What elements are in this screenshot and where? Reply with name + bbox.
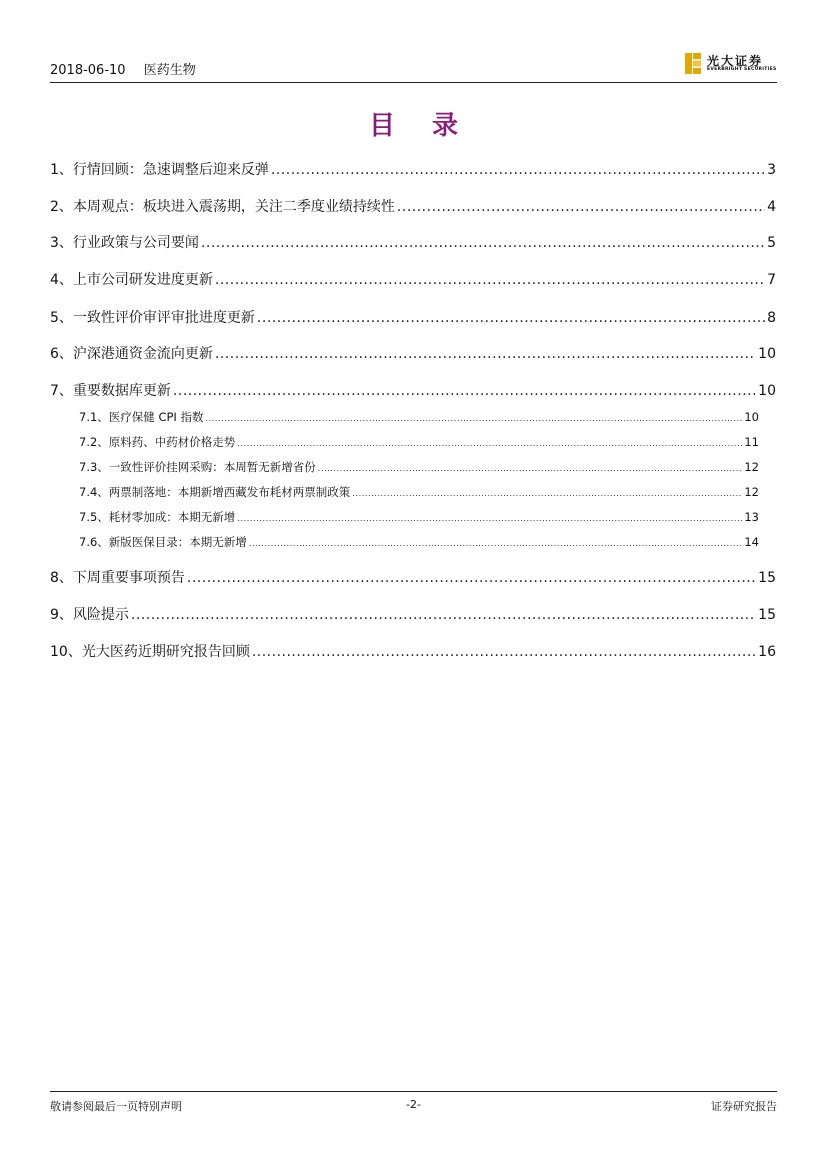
toc-entry-label: 耗材零加成：本期无新增	[108, 510, 236, 524]
toc-subentry[interactable]	[79, 509, 759, 525]
toc-entry-label: 光大医药近期研究报告回顾	[81, 644, 250, 660]
toc-leader-dots	[215, 346, 756, 362]
toc-subentry[interactable]	[79, 484, 759, 500]
toc-entry-number: 7.3、	[79, 460, 109, 474]
toc-subentry[interactable]	[79, 459, 759, 475]
toc-title: 目 录	[368, 111, 473, 141]
toc-leader-dots	[187, 570, 756, 586]
toc-entry-number: 7.4、	[79, 485, 109, 499]
toc-entry-page: 16	[758, 644, 776, 660]
toc-leader-dots	[352, 489, 742, 498]
toc-entry-label: 上市公司研发进度更新	[72, 272, 213, 288]
toc-leader-dots	[201, 235, 765, 251]
toc-entry-label: 行情回顾：急速调整后迎来反弹	[72, 162, 269, 178]
toc-entry-label: 重要数据库更新	[72, 383, 171, 399]
toc-entry[interactable]	[50, 269, 776, 289]
toc-entry[interactable]	[50, 196, 776, 216]
page-number: -2-	[406, 1098, 421, 1111]
toc-entry[interactable]	[50, 307, 776, 327]
toc-entry-label: 行业政策与公司要闻	[72, 235, 199, 251]
toc-entry-number: 9、	[50, 607, 73, 623]
toc-entry-number: 3、	[50, 235, 73, 251]
toc-entry-page: 10	[758, 346, 776, 362]
toc-entry-label: 本周观点：板块进入震荡期，关注二季度业绩持续性	[72, 199, 395, 215]
toc-entry-number: 5、	[50, 310, 73, 326]
everbright-logo	[685, 52, 777, 76]
toc-entry-number: 7、	[50, 383, 73, 399]
toc-subentry[interactable]	[79, 534, 759, 550]
toc-entry-page: 5	[767, 235, 776, 251]
report-type: 证券研究报告	[711, 1100, 777, 1113]
toc-entry-page: 3	[767, 162, 776, 178]
toc-entry[interactable]	[50, 641, 776, 661]
toc-entry-label: 两票制落地：本期新增西藏发布耗材两票制政策	[108, 485, 351, 499]
disclaimer-note: 敬请参阅最后一页特别声明	[50, 1100, 182, 1113]
toc-entry[interactable]	[50, 380, 776, 400]
toc-entry-label: 新版医保目录：本期无新增	[108, 535, 247, 549]
toc-entry-page: 15	[758, 607, 776, 623]
toc-subentry[interactable]	[79, 409, 759, 425]
toc-entry-page: 10	[744, 410, 759, 424]
toc-entry-number: 4、	[50, 272, 73, 288]
report-sector: 医药生物	[143, 63, 196, 78]
toc-entry-number: 10、	[50, 644, 82, 660]
toc-entry-number: 6、	[50, 346, 73, 362]
toc-entry-number: 1、	[50, 162, 73, 178]
toc-leader-dots	[318, 464, 743, 473]
toc-entry-label: 一致性评价挂网采购：本周暂无新增省份	[108, 460, 316, 474]
toc-leader-dots	[249, 539, 743, 548]
toc-entry-number: 2、	[50, 199, 73, 215]
logo-mark-icon	[685, 53, 701, 74]
toc-leader-dots	[205, 414, 742, 423]
logo-text-en: EVERBRIGHT SECURITIES	[707, 67, 777, 72]
toc-subentry[interactable]	[79, 434, 759, 450]
toc-leader-dots	[271, 162, 765, 178]
toc-entry-number: 7.6、	[79, 535, 109, 549]
toc-entry[interactable]	[50, 567, 776, 587]
toc-leader-dots	[173, 383, 756, 399]
toc-entry-label: 下周重要事项预告	[72, 570, 185, 586]
report-date: 2018-06-10	[50, 63, 126, 78]
toc-entry-label: 医疗保健 CPI 指数	[108, 410, 204, 424]
toc-entry-label: 原料药、中药材价格走势	[108, 435, 236, 449]
toc-entry-number: 7.5、	[79, 510, 109, 524]
toc-entry[interactable]	[50, 159, 776, 179]
toc-entry-page: 10	[758, 383, 776, 399]
page-footer	[50, 1091, 777, 1116]
toc-entry-page: 8	[767, 310, 776, 326]
toc-entry[interactable]	[50, 604, 776, 624]
header-info	[50, 59, 196, 78]
toc-entry-page: 13	[744, 510, 759, 524]
page-header	[50, 52, 777, 83]
logo-text-cn: 光大证券	[707, 54, 764, 68]
toc-entry-page: 7	[767, 272, 776, 288]
toc-entry-page: 12	[744, 460, 759, 474]
toc-leader-dots	[131, 607, 756, 623]
toc-entry-label: 风险提示	[72, 607, 129, 623]
toc-entry-page: 11	[744, 435, 759, 449]
toc-entry-label: 沪深港通资金流向更新	[72, 346, 213, 362]
toc-entry[interactable]	[50, 343, 776, 363]
toc-entry-number: 8、	[50, 570, 73, 586]
toc-entry-label: 一致性评价审评审批进度更新	[72, 310, 255, 326]
toc-entry-number: 7.2、	[79, 435, 109, 449]
toc-entry-page: 15	[758, 570, 776, 586]
toc-entry[interactable]	[50, 232, 776, 252]
toc-leader-dots	[397, 199, 765, 215]
toc-leader-dots	[237, 439, 742, 448]
toc-leader-dots	[237, 514, 742, 523]
toc-entry-page: 14	[744, 535, 759, 549]
toc-leader-dots	[252, 644, 756, 660]
toc-entry-number: 7.1、	[79, 410, 109, 424]
toc-leader-dots	[257, 310, 765, 326]
toc-entry-page: 4	[767, 199, 776, 215]
toc-entry-page: 12	[744, 485, 759, 499]
toc-leader-dots	[215, 272, 765, 288]
